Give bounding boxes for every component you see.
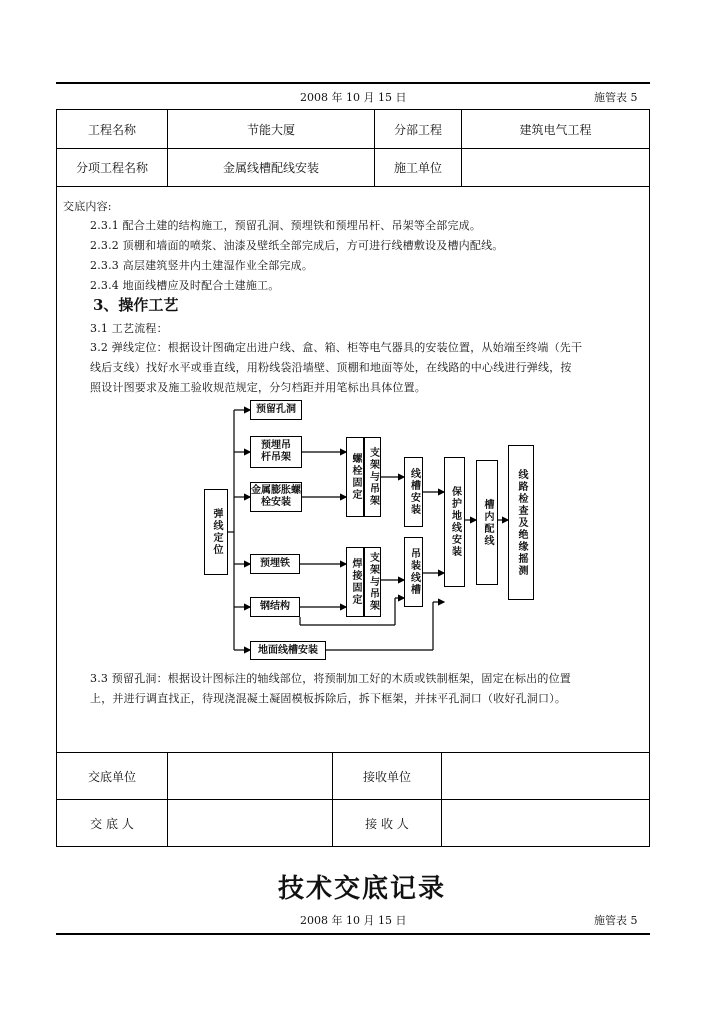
receiver-unit-label: 接收单位 bbox=[333, 753, 442, 800]
receiver-person-value bbox=[442, 800, 650, 847]
s32-line-2: 线后支线）找好水平或垂直线，用粉线袋沿墙壁、顶棚和地面等处，在线路的中心线进行弹线，按 bbox=[90, 361, 572, 374]
receiver-unit-value bbox=[442, 753, 650, 800]
flow-weld-fixing: 焊接固定 bbox=[346, 547, 364, 617]
item-2-3-1: 2.3.1 配合土建的结构施工，预留孔洞、预埋铁和预埋吊杆、吊架等全部完成。 bbox=[90, 219, 482, 232]
header-form-number: 施管表 5 bbox=[594, 91, 638, 104]
flow-inspection: 线路检查及绝缘摇测 bbox=[508, 445, 534, 600]
s31-label: 3.1 工艺流程： bbox=[90, 322, 168, 335]
item-2-3-2: 2.3.2 顶棚和墙面的喷浆、油漆及壁纸全部完成后，方可进行线槽敷设及槽内配线。 bbox=[90, 239, 504, 252]
flow-upper-bracket: 支架与吊架 bbox=[364, 437, 381, 517]
handover-unit-value bbox=[168, 753, 333, 800]
s33-line-1: 3.3 预留孔洞：根据设计图标注的轴线部位，将预制加工好的木质或铁制框架，固定在标出的位置 bbox=[90, 672, 571, 685]
section-heading: 3、操作工艺 bbox=[93, 296, 179, 314]
sub-project-label: 分部工程 bbox=[375, 110, 462, 149]
flow-steel-structure: 钢结构 bbox=[250, 597, 300, 617]
s32-line-3: 照设计图要求及施工验收规范规定，分匀档距并用笔标出具体位置。 bbox=[90, 381, 426, 394]
flow-start-box: 弹线定位 bbox=[204, 489, 228, 575]
unit-label: 施工单位 bbox=[375, 149, 462, 187]
s32-line-1: 3.2 弹线定位：根据设计图确定出进户线、盒、箱、柜等电气器具的安装位置，从始端至终端（先干 bbox=[90, 341, 583, 354]
bottom-rule bbox=[56, 933, 650, 935]
document-title: 技术交底记录 bbox=[277, 874, 446, 904]
flow-floor-trough: 地面线槽安装 bbox=[250, 641, 326, 660]
s33-line-2: 上，并进行调直找正，待现浇混凝土凝固模板拆除后，拆下框架，并抹平孔洞口（收好孔洞口）。 bbox=[90, 692, 567, 705]
item-2-3-4: 2.3.4 地面线槽应及时配合土建施工。 bbox=[90, 279, 280, 292]
flow-embedded-hangers: 预埋吊杆吊架 bbox=[250, 436, 302, 468]
flow-embedded-iron: 预埋铁 bbox=[250, 554, 300, 574]
handover-unit-label: 交底单位 bbox=[57, 753, 168, 800]
flow-reserved-holes: 预留孔洞 bbox=[250, 400, 302, 420]
handover-person-value bbox=[168, 800, 333, 847]
flow-hang-trough: 吊装线槽 bbox=[404, 537, 423, 607]
item-value: 金属线槽配线安装 bbox=[168, 149, 375, 187]
receiver-person-label: 接 收 人 bbox=[333, 800, 442, 847]
project-name-label: 工程名称 bbox=[57, 110, 168, 149]
flow-lower-bracket: 支架与吊架 bbox=[364, 547, 381, 617]
signature-table bbox=[56, 752, 650, 847]
item-label: 分项工程名称 bbox=[57, 149, 168, 187]
flow-grounding: 保护地线安装 bbox=[444, 457, 465, 587]
flow-trough-install: 线槽安装 bbox=[404, 457, 423, 527]
flow-expansion-bolts: 金属膨胀螺栓安装 bbox=[250, 482, 302, 512]
flow-bolt-fixing: 螺栓固定 bbox=[346, 437, 364, 517]
header-date: 2008 年 10 月 15 日 bbox=[300, 91, 407, 104]
footer-date: 2008 年 10 月 15 日 bbox=[300, 914, 407, 927]
project-name-value: 节能大厦 bbox=[168, 110, 375, 149]
item-2-3-3: 2.3.3 高层建筑竖井内土建湿作业全部完成。 bbox=[90, 259, 314, 272]
sub-project-value: 建筑电气工程 bbox=[462, 110, 650, 149]
handover-person-label: 交 底 人 bbox=[57, 800, 168, 847]
footer-form-number: 施管表 5 bbox=[594, 914, 638, 927]
flow-wiring: 槽内配线 bbox=[476, 460, 498, 585]
content-intro: 交底内容: bbox=[63, 200, 112, 213]
